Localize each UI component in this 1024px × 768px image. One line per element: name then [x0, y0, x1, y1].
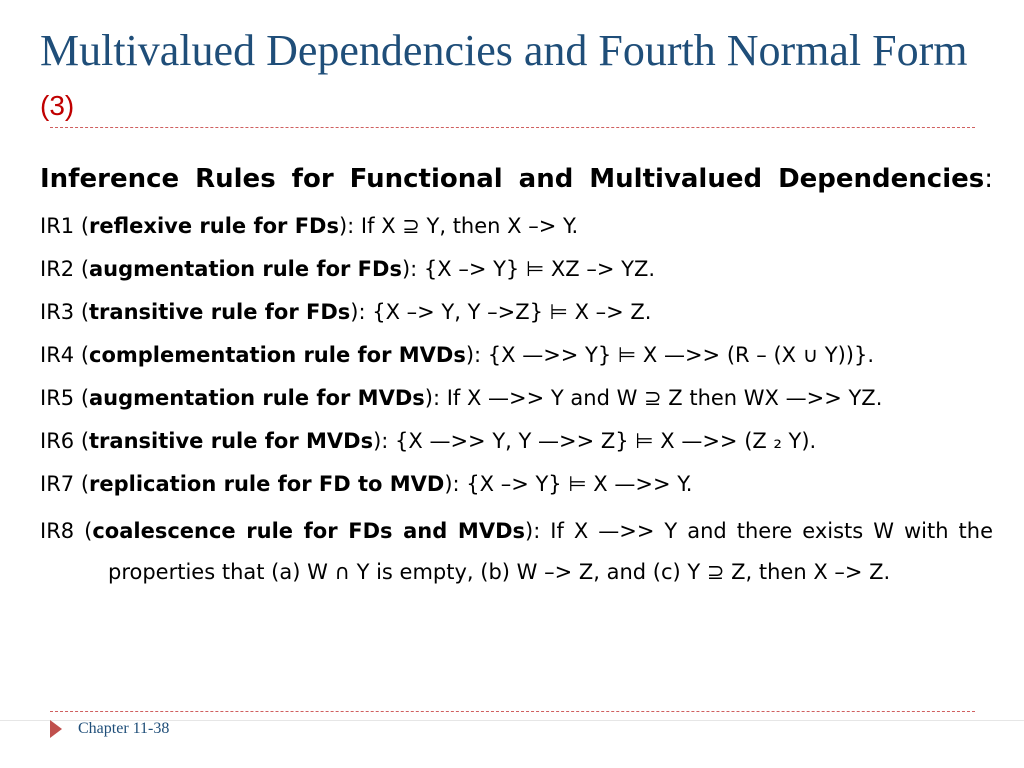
rule-statement: ): {X –> Y, Y –>Z} ⊨ X –> Z.: [350, 300, 652, 324]
title-divider: [50, 127, 975, 128]
footer-divider: [50, 711, 975, 712]
rule-id: IR6 (: [40, 429, 90, 453]
bullet-triangle-icon: [50, 720, 62, 738]
rule-statement: ): {X –> Y} ⊨ XZ –> YZ.: [401, 257, 656, 281]
rule-name: coalescence rule for FDs and MVDs: [92, 519, 525, 543]
rule-statement: ): {X –> Y} ⊨ X —>> Y.: [444, 472, 693, 496]
rule-name: augmentation rule for MVDs: [89, 386, 425, 410]
rule-id: IR5 (: [40, 386, 90, 410]
chapter-label: Chapter 11-38: [78, 720, 170, 737]
rule-statement: ): {X —>> Y} ⊨ X —>> (R – (X ∪ Y))}.: [465, 343, 875, 367]
slide-footer: [50, 720, 169, 738]
rule-id: IR1 (: [40, 214, 90, 238]
rule-name: replication rule for FD to MVD: [89, 472, 445, 496]
rule-name: reflexive rule for FDs: [89, 214, 339, 238]
slide-title-text: Multivalued Dependencies and Fourth Normal Form: [40, 26, 968, 75]
rule-id: IR8 (: [40, 519, 93, 543]
rule-ir7: [40, 468, 993, 500]
rule-ir8: [40, 511, 993, 593]
section-heading-colon: :: [984, 164, 993, 194]
rule-name: complementation rule for MVDs: [89, 343, 466, 367]
rule-statement: ): If X ⊇ Y, then X –> Y.: [338, 214, 579, 238]
rule-name: augmentation rule for FDs: [89, 257, 402, 281]
slide-body: [40, 160, 993, 604]
section-heading: [40, 160, 993, 198]
rule-id: IR7 (: [40, 472, 90, 496]
rule-ir5: [40, 382, 993, 414]
rule-statement: ): {X —>> Y, Y —>> Z} ⊨ X —>> (Z ₂ Y).: [373, 429, 817, 453]
rule-id: IR2 (: [40, 257, 90, 281]
rule-statement: ): If X —>> Y and W ⊇ Z then WX —>> YZ.: [424, 386, 883, 410]
rule-ir2: [40, 253, 993, 285]
slide-title: [40, 26, 980, 131]
rule-ir6: [40, 425, 993, 457]
rule-ir1: [40, 210, 993, 242]
slide-title-number: (3): [40, 90, 75, 121]
rule-ir3: [40, 296, 993, 328]
rule-id: IR4 (: [40, 343, 90, 367]
section-heading-text: Inference Rules for Functional and Multivalued Dependencies: [40, 164, 985, 194]
rule-statement: ): If X —>> Y and there exists W with the properties that (a) W ∩ Y is empty, (b) W –> Z, and (c) Y ⊇ Z, then X –> Z.: [108, 519, 993, 584]
rule-ir4: [40, 339, 993, 371]
rule-name: transitive rule for MVDs: [89, 429, 374, 453]
rule-id: IR3 (: [40, 300, 90, 324]
rule-name: transitive rule for FDs: [89, 300, 351, 324]
